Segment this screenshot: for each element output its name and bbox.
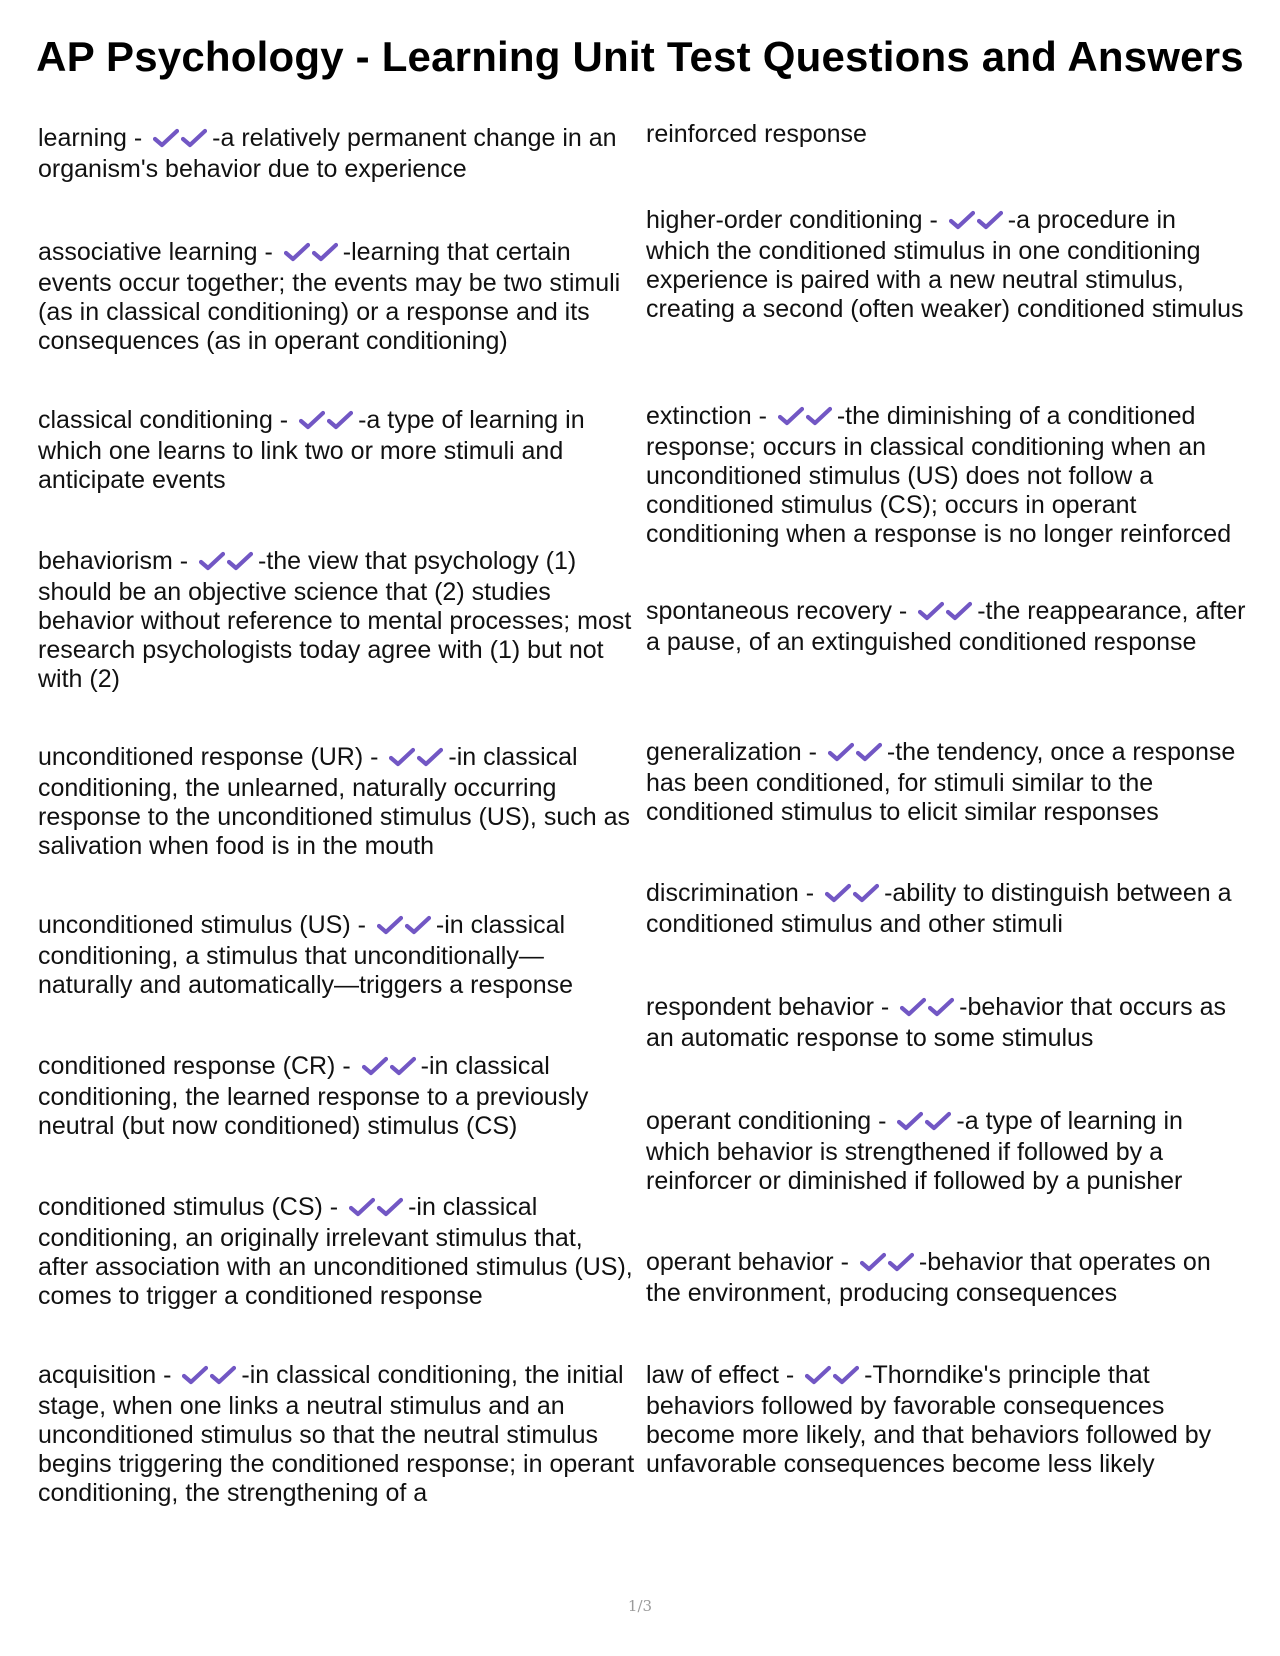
check-icon — [284, 242, 310, 262]
check-icon — [362, 1056, 388, 1076]
term: associative learning — [38, 238, 258, 266]
term-entry: acquisition - -in classical conditioning, the initial stage, when one links a neutral stimulus and an unconditioned stimulus so that the neutral stimulus begins triggering the conditioned response; in operant conditioning, the strengthening of a — [38, 1361, 635, 1507]
check-icon — [888, 1252, 914, 1272]
term: unconditioned response (UR) — [38, 743, 364, 771]
check-icon — [377, 915, 403, 935]
term-entry: unconditioned response (UR) - -in classical conditioning, the unlearned, naturally occurring response to the unconditioned stimulus (US), such as salivation when food is in the mouth — [38, 743, 630, 860]
check-icon — [349, 1197, 375, 1217]
check-marks — [284, 240, 340, 269]
definition: behavior that occurs as an automatic response to some stimulus — [646, 993, 1226, 1052]
check-icon — [377, 1197, 403, 1217]
definition: in classical conditioning, the learned response to a previously neutral (but now conditioned) stimulus (CS) — [38, 1052, 589, 1140]
check-marks — [377, 913, 433, 942]
term: respondent behavior — [646, 993, 874, 1021]
check-icon — [327, 410, 353, 430]
check-icon — [390, 1056, 416, 1076]
term-entry: classical conditioning - -a type of learning in which one learns to link two or more stimuli and anticipate events — [38, 406, 585, 494]
check-marks — [900, 995, 956, 1024]
definition: in classical conditioning, the unlearned, naturally occurring response to the unconditioned stimulus (US), such as salivation when food is in the mouth — [38, 743, 630, 860]
term-entry: respondent behavior - -behavior that occurs as an automatic response to some stimulus — [646, 993, 1226, 1052]
definition: the diminishing of a conditioned response; occurs in classical conditioning when an unconditioned stimulus (US) does not follow a conditioned stimulus (CS); occurs in operant conditioning when a response is no longer reinforced — [646, 402, 1232, 548]
check-icon — [417, 747, 443, 767]
check-icon — [928, 997, 954, 1017]
check-icon — [860, 1252, 886, 1272]
check-icon — [778, 406, 804, 426]
term-entry: conditioned response (CR) - -in classical conditioning, the learned response to a previously neutral (but now conditioned) stimulus (CS) — [38, 1052, 589, 1140]
term-entry: learning - -a relatively permanent change in an organism's behavior due to experience — [38, 124, 617, 183]
check-marks — [918, 599, 974, 628]
check-icon — [182, 1365, 208, 1385]
check-icon — [299, 410, 325, 430]
term: behaviorism — [38, 547, 173, 575]
definition: behavior that operates on the environment, producing consequences — [646, 1248, 1211, 1307]
term: higher-order conditioning — [646, 206, 923, 234]
term-entry: discrimination - -ability to distinguish between a conditioned stimulus and other stimuli — [646, 879, 1232, 938]
check-marks — [362, 1054, 418, 1083]
check-icon — [900, 997, 926, 1017]
check-marks — [199, 549, 255, 578]
definition: a relatively permanent change in an organism's behavior due to experience — [38, 124, 617, 183]
definition: in classical conditioning, a stimulus that unconditionally—naturally and automatically—triggers a response — [38, 911, 573, 999]
definition: a type of learning in which one learns to link two or more stimuli and anticipate events — [38, 406, 585, 494]
definition: the reappearance, after a pause, of an extinguished conditioned response — [646, 597, 1246, 656]
definition: in classical conditioning, an originally irrelevant stimulus that, after association with an unconditioned stimulus (US), comes to trigger a conditioned response — [38, 1193, 633, 1310]
term: classical conditioning — [38, 406, 273, 434]
term: law of effect — [646, 1361, 779, 1389]
check-icon — [806, 406, 832, 426]
term-entry: operant conditioning - -a type of learning in which behavior is strengthened if followed by a reinforcer or diminished if followed by a punisher — [646, 1107, 1183, 1195]
term-entry: law of effect - -Thorndike's principle that behaviors followed by favorable consequences become more likely, and that behaviors followed by unfavorable consequences become less likely — [646, 1361, 1212, 1478]
check-icon — [946, 601, 972, 621]
check-marks — [182, 1363, 238, 1392]
term-entry: generalization - -the tendency, once a response has been conditioned, for stimuli similar to the conditioned stimulus to elicit similar responses — [646, 738, 1236, 826]
check-icon — [918, 601, 944, 621]
definition: ability to distinguish between a conditioned stimulus and other stimuli — [646, 879, 1232, 938]
term-entry: spontaneous recovery - -the reappearance, after a pause, of an extinguished conditioned response — [646, 597, 1246, 656]
continuation-text: reinforced response — [646, 120, 867, 148]
definition: a type of learning in which behavior is strengthened if followed by a reinforcer or diminished if followed by a punisher — [646, 1107, 1183, 1195]
check-marks — [778, 404, 834, 433]
check-marks — [805, 1363, 861, 1392]
check-marks — [825, 881, 881, 910]
term: extinction — [646, 402, 752, 430]
definition: Thorndike's principle that behaviors followed by favorable consequences become more likely, and that behaviors followed by unfavorable consequences become less likely — [646, 1361, 1212, 1478]
check-icon — [925, 1111, 951, 1131]
check-icon — [389, 747, 415, 767]
check-marks — [949, 208, 1005, 237]
check-icon — [181, 128, 207, 148]
term-entry: associative learning - -learning that certain events occur together; the events may be two stimuli (as in classical conditioning) or a response and its consequences (as in operant conditioning) — [38, 238, 621, 355]
check-icon — [227, 551, 253, 571]
check-icon — [856, 742, 882, 762]
check-marks — [860, 1250, 916, 1279]
term-entry: conditioned stimulus (CS) - -in classical conditioning, an originally irrelevant stimulus that, after association with an unconditioned stimulus (US), comes to trigger a conditioned response — [38, 1193, 633, 1310]
definition: a procedure in which the conditioned stimulus in one conditioning experience is paired with a new neutral stimulus, creating a second (often weaker) conditioned stimulus — [646, 206, 1244, 323]
check-icon — [828, 742, 854, 762]
definition: learning that certain events occur together; the events may be two stimuli (as in classical conditioning) or a response and its consequences (as in operant conditioning) — [38, 238, 621, 355]
term: generalization — [646, 738, 802, 766]
term-entry: higher-order conditioning - -a procedure in which the conditioned stimulus in one conditioning experience is paired with a new neutral stimulus, creating a second (often weaker) conditioned stimulus — [646, 206, 1244, 323]
term-entry: operant behavior - -behavior that operates on the environment, producing consequences — [646, 1248, 1211, 1307]
check-icon — [977, 210, 1003, 230]
definition: the view that psychology (1) should be an objective science that (2) studies behavior without reference to mental processes; most research psychologists today agree with (1) but not with (2) — [38, 547, 632, 693]
definition: in classical conditioning, the initial stage, when one links a neutral stimulus and an unconditioned stimulus so that the neutral stimulus begins triggering the conditioned response; in operant conditioning, the strengthening of a — [38, 1361, 635, 1507]
check-icon — [833, 1365, 859, 1385]
check-marks — [389, 745, 445, 774]
check-marks — [349, 1195, 405, 1224]
check-icon — [312, 242, 338, 262]
check-marks — [828, 740, 884, 769]
term: acquisition — [38, 1361, 157, 1389]
check-icon — [897, 1111, 923, 1131]
check-icon — [210, 1365, 236, 1385]
definition: the tendency, once a response has been conditioned, for stimuli similar to the conditioned stimulus to elicit similar responses — [646, 738, 1236, 826]
term-entry: unconditioned stimulus (US) - -in classical conditioning, a stimulus that unconditionally—naturally and automatically—triggers a response — [38, 911, 573, 999]
term-entry: extinction - -the diminishing of a conditioned response; occurs in classical conditioning when an unconditioned stimulus (US) does not follow a conditioned stimulus (CS); occurs in operant conditioning when a response is no longer reinforced — [646, 402, 1232, 548]
term: operant conditioning — [646, 1107, 872, 1135]
check-icon — [853, 883, 879, 903]
check-icon — [949, 210, 975, 230]
term: conditioned response (CR) — [38, 1052, 336, 1080]
check-marks — [897, 1109, 953, 1138]
page-number: 1/3 — [627, 1597, 653, 1615]
check-icon — [405, 915, 431, 935]
term: discrimination — [646, 879, 799, 907]
check-marks — [299, 408, 355, 437]
term: spontaneous recovery — [646, 597, 892, 625]
check-icon — [825, 883, 851, 903]
check-icon — [153, 128, 179, 148]
term: learning — [38, 124, 127, 152]
page-title: AP Psychology - Learning Unit Test Questions and Answers — [36, 33, 1244, 80]
check-marks — [153, 126, 209, 155]
term: operant behavior — [646, 1248, 834, 1276]
check-icon — [199, 551, 225, 571]
check-icon — [805, 1365, 831, 1385]
term: unconditioned stimulus (US) — [38, 911, 351, 939]
term: conditioned stimulus (CS) — [38, 1193, 323, 1221]
term-entry: behaviorism - -the view that psychology (1) should be an objective science that (2) studies behavior without reference to mental processes; most research psychologists today agree with (1) but not with (2) — [38, 547, 632, 693]
